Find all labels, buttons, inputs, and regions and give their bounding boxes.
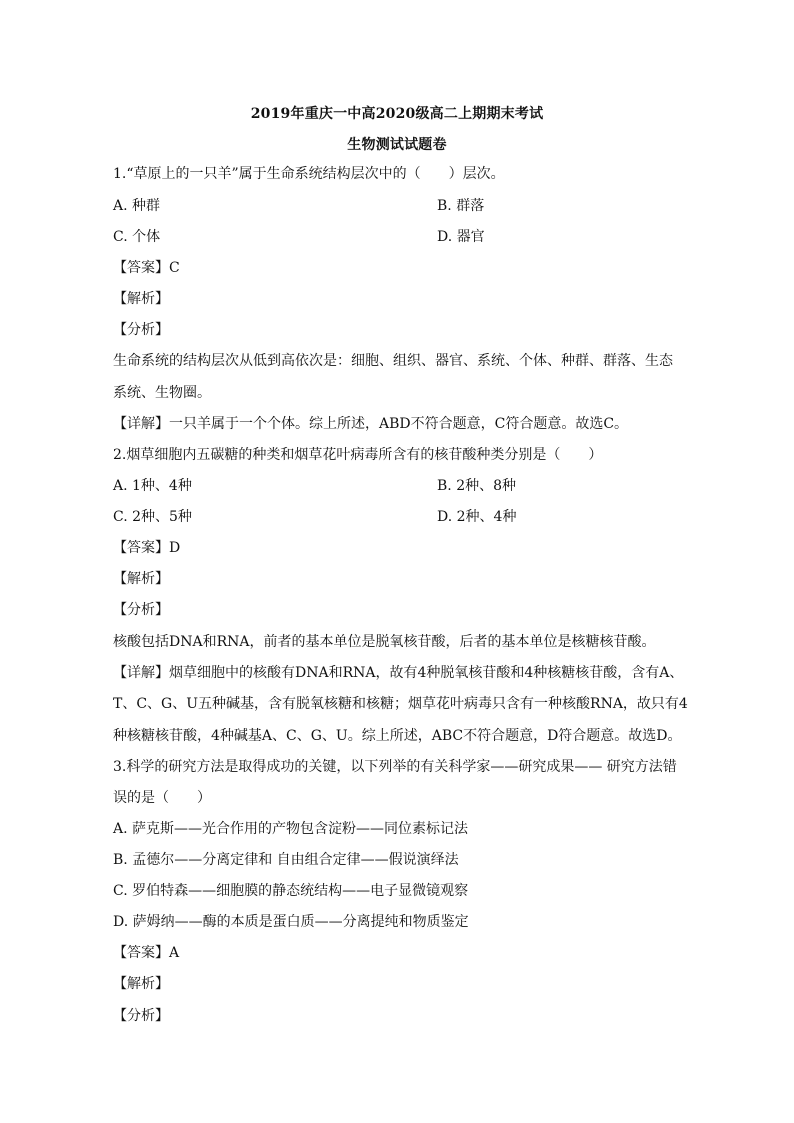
q1-jiexi-heading: 【解析】	[113, 291, 169, 307]
q1-stem: 1.“草原上的一只羊”属于生命系统结构层次中的（ ）层次。	[113, 166, 505, 182]
q2-answer: 【答案】D	[113, 540, 181, 556]
q2-detail-line3: 种核糖核苷酸，4种碱基A、C、G、U。综上所述，ABC不符合题意，D符合题意。故选D。	[113, 728, 682, 744]
q2-analysis-line1: 核酸包括DNA和RNA，前者的基本单位是脱氧核苷酸，后者的基本单位是核糖核苷酸。	[113, 634, 656, 650]
page-subtitle: 生物测试试题卷	[347, 137, 447, 153]
q3-fenxi-heading: 【分析】	[113, 1008, 169, 1024]
q3-option-c: C. 罗伯特森——细胞膜的静态统结构——电子显微镜观察	[113, 883, 469, 899]
q2-option-c: C. 2种、5种	[113, 509, 192, 525]
q1-option-b: B. 群落	[437, 198, 485, 214]
q1-analysis-line1: 生命系统的结构层次从低到高依次是：细胞、组织、器官、系统、个体、种群、群落、生态	[113, 353, 673, 369]
q2-detail-line1: 【详解】烟草细胞中的核酸有DNA和RNA，故有4种脱氧核苷酸和4种核糖核苷酸，含有A、	[113, 665, 684, 681]
q3-option-d: D. 萨姆纳——酶的本质是蛋白质——分离提纯和物质鉴定	[113, 914, 469, 930]
q2-option-d: D. 2种、4种	[437, 509, 517, 525]
q2-option-b: B. 2种、8种	[437, 478, 517, 494]
q1-analysis-line2: 系统、生物圈。	[113, 385, 211, 401]
q2-jiexi-heading: 【解析】	[113, 571, 169, 587]
q3-stem-line1: 3.科学的研究方法是取得成功的关键，以下列举的有关科学家——研究成果—— 研究方法错	[113, 759, 677, 775]
q1-option-d: D. 器官	[437, 229, 485, 245]
q2-option-a: A. 1种、4种	[113, 478, 192, 494]
q2-detail-line2: T、C、G、U五种碱基，含有脱氧核糖和核糖；烟草花叶病毒只含有一种核酸RNA，故只有4	[113, 696, 688, 712]
q1-detail: 【详解】一只羊属于一个个体。综上所述，ABD不符合题意，C符合题意。故选C。	[113, 416, 629, 432]
page-title: 2019年重庆一中高2020级高二上期期末考试	[250, 106, 544, 122]
q3-option-a: A. 萨克斯——光合作用的产物包含淀粉——同位素标记法	[113, 821, 469, 837]
q1-fenxi-heading: 【分析】	[113, 322, 169, 338]
q1-option-c: C. 个体	[113, 229, 161, 245]
q1-answer: 【答案】C	[113, 260, 180, 276]
q1-option-a: A. 种群	[113, 198, 161, 214]
q3-stem-line2: 误的是（ ）	[113, 790, 211, 806]
q3-jiexi-heading: 【解析】	[113, 976, 169, 992]
q2-fenxi-heading: 【分析】	[113, 602, 169, 618]
q3-answer: 【答案】A	[113, 945, 180, 961]
q3-option-b: B. 孟德尔——分离定律和 自由组合定律——假说演绎法	[113, 852, 459, 868]
q2-stem: 2.烟草细胞内五碳糖的种类和烟草花叶病毒所含有的核苷酸种类分别是（ ）	[113, 447, 603, 463]
